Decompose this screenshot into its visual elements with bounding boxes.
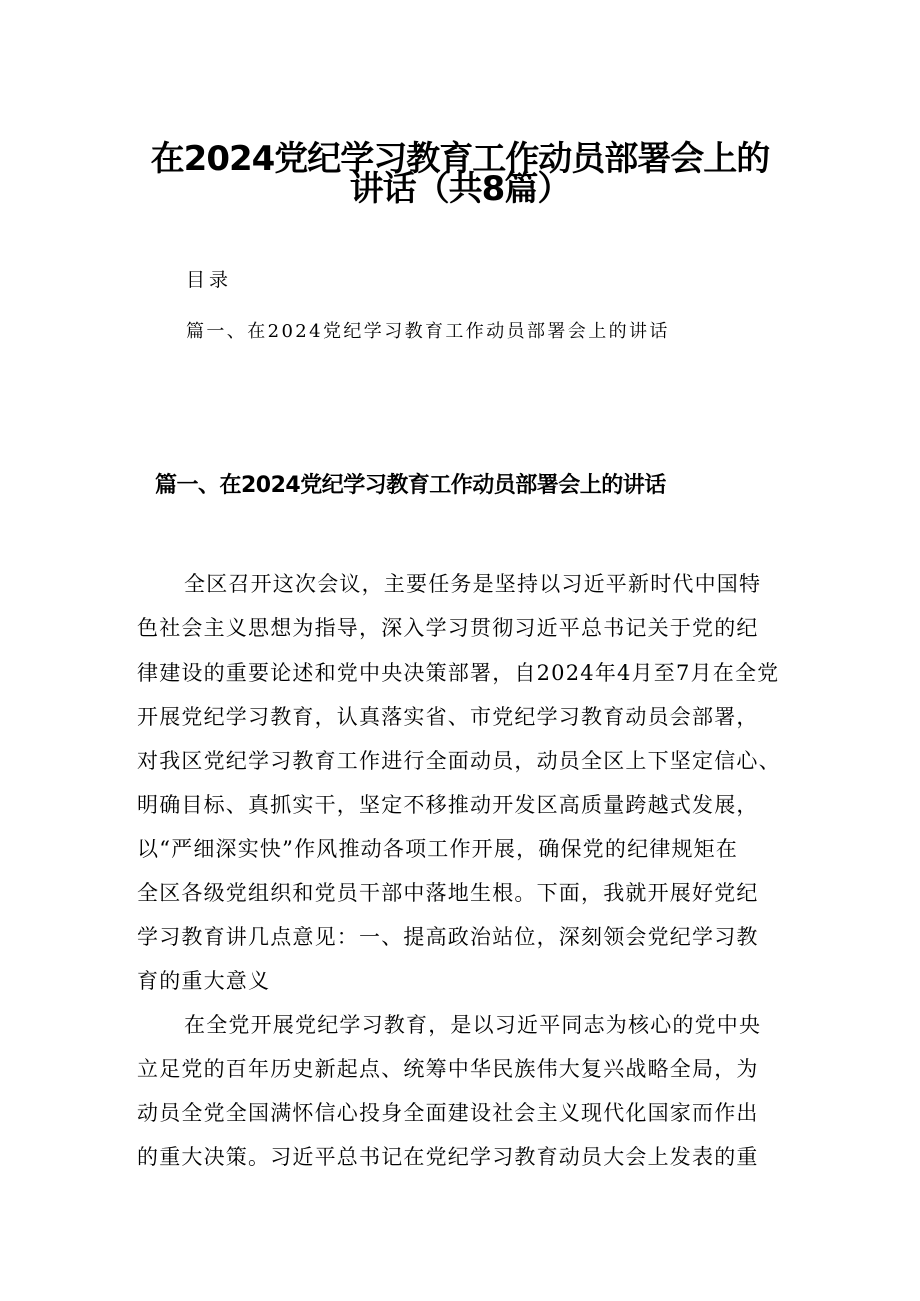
body-line: 以“严细深实快”作风推动各项工作开展，确保党的纪律规矩在 — [137, 837, 739, 861]
section-heading: 篇一、在2024党纪学习教育工作动员部署会上的讲话 — [155, 473, 666, 498]
body-line: 全区召开这次会议，主要任务是坚持以习近平新时代中国特 — [184, 572, 762, 596]
body-line: 对我区党纪学习教育工作进行全面动员，动员全区上下坚定信心、 — [137, 749, 781, 773]
body-line: 动员全党全国满怀信心投身全面建设社会主义现代化国家而作出 — [137, 1101, 759, 1125]
body-line: 在全党开展党纪学习教育，是以习近平同志为核心的党中央 — [184, 1013, 762, 1037]
document-title-line-1: 在2024党纪学习教育工作动员部署会上的 — [150, 139, 770, 179]
body-line: 学习教育讲几点意见：一、提高政治站位，深刻领会党纪学习教 — [137, 925, 759, 949]
toc-label: 目录 — [186, 269, 233, 291]
body-line: 明确目标、真抓实干，坚定不移推动开发区高质量跨越式发展， — [137, 793, 759, 817]
body-line: 色社会主义思想为指导，深入学习贯彻习近平总书记关于党的纪 — [137, 616, 759, 640]
body-line: 育的重大意义 — [137, 969, 271, 993]
body-line: 全区各级党组织和党员干部中落地生根。下面，我就开展好党纪 — [137, 881, 759, 905]
body-line: 立足党的百年历史新起点、统筹中华民族伟大复兴战略全局，为 — [137, 1057, 759, 1081]
body-line: 律建设的重要论述和党中央决策部署，自2024年4月至7月在全党 — [137, 661, 780, 685]
document-title-line-2: 讲话（共8篇） — [349, 169, 571, 209]
body-line: 开展党纪学习教育，认真落实省、市党纪学习教育动员会部署， — [137, 705, 759, 729]
body-line: 的重大决策。习近平总书记在党纪学习教育动员大会上发表的重 — [137, 1145, 759, 1169]
toc-item-1[interactable]: 篇一、在2024党纪学习教育工作动员部署会上的讲话 — [186, 321, 670, 342]
